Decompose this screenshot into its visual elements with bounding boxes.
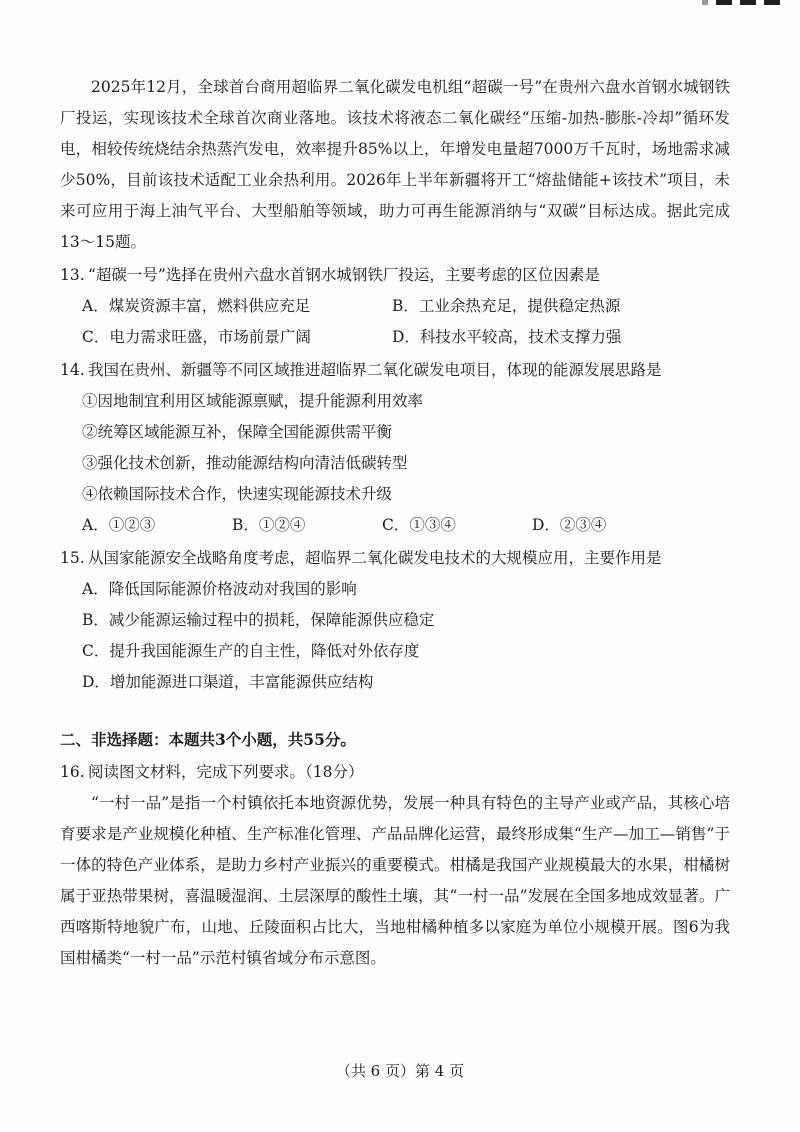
scan-mark <box>702 0 708 5</box>
exam-page <box>60 72 730 974</box>
statement-1: ①因地制宜利用区域能源禀赋，提升能源利用效率 <box>82 392 424 410</box>
question-stem: 我国在贵州、新疆等不同区域推进超临界二氧化碳发电项目，体现的能源发展思路是 <box>88 361 662 379</box>
option-d: D．②③④ <box>532 516 607 534</box>
scan-mark <box>740 0 756 5</box>
option-d: D．增加能源进口渠道，丰富能源供应结构 <box>82 673 374 691</box>
option-c: C．提升我国能源生产的自主性，降低对外依存度 <box>82 642 420 660</box>
statement-3: ③强化技术创新，推动能源结构向清洁低碳转型 <box>82 454 408 472</box>
intro-material: 2025年12月，全球首台商用超临界二氧化碳发电机组“超碳一号”在贵州六盘水首钢水城钢铁厂投运，实现该技术全球首次商业落地。该技术将液态二氧化碳经“压缩-加热-膨胀-冷却”循环发电，相较传统烧结余热蒸汽发电，效率提升85%以上，年增发电量超7000万千瓦时，场地需求减少50%，目前该技术适配工业余热利用。2026年上半年新疆将开工“熔盐储能+该技术”项目，未来可应用于海上油气平台、大型船舶等领域，助力可再生能源消纳与“双碳”目标达成。据此完成13～15题。 <box>60 78 730 251</box>
question-material: “一村一品”是指一个村镇依托本地资源优势，发展一种具有特色的主导产业或产品，其核心培育要求是产业规模化种植、生产标准化管理、产品品牌化运营，最终形成集“生产—加工—销售”于一体的特色产业体系，是助力乡村产业振兴的重要模式。柑橘是我国产业规模最大的水果，柑橘树属于亚热带果树，喜温暖湿润、土层深厚的酸性土壤，其“一村一品”发展在全国多地成效显著。广西喀斯特地貌广布，山地、丘陵面积占比大，当地柑橘种植多以家庭为单位小规模开展。图6为我国柑橘类“一村一品”示范村镇省域分布示意图。 <box>60 794 730 967</box>
option-b: B．①②④ <box>232 516 306 534</box>
option-d: D．科技水平较高，技术支撑力强 <box>392 328 622 346</box>
question-15 <box>60 543 730 698</box>
question-number: 14. <box>60 361 85 379</box>
scan-marks <box>702 0 780 5</box>
question-number: 16. <box>60 763 85 781</box>
question-number: 15. <box>60 549 85 567</box>
question-stem: “超碳一号”选择在贵州六盘水首钢水城钢铁厂投运，主要考虑的区位因素是 <box>88 266 600 284</box>
question-number: 13. <box>60 266 85 284</box>
question-stem: 阅读图文材料，完成下列要求。（18分） <box>88 763 364 781</box>
question-13 <box>60 260 730 353</box>
option-a: A．降低国际能源价格波动对我国的影响 <box>82 580 357 598</box>
question-14 <box>60 355 730 541</box>
question-stem: 从国家能源安全战略角度考虑，超临界二氧化碳发电技术的大规模应用，主要作用是 <box>88 549 662 567</box>
option-b: B．减少能源运输过程中的损耗，保障能源供应稳定 <box>82 611 435 629</box>
scan-mark <box>764 0 780 5</box>
page-footer: （共 6 页）第 4 页 <box>335 1062 465 1080</box>
option-c: C．电力需求旺盛，市场前景广阔 <box>82 328 311 346</box>
section-heading: 二、非选择题：本题共3个小题，共55分。 <box>60 730 356 749</box>
statement-4: ④依赖国际技术合作，快速实现能源技术升级 <box>82 485 393 503</box>
option-c: C．①③④ <box>382 516 456 534</box>
statement-2: ②统筹区域能源互补，保障全国能源供需平衡 <box>82 423 393 441</box>
scan-mark <box>716 0 732 5</box>
option-b: B．工业余热充足，提供稳定热源 <box>392 297 621 315</box>
option-a: A．煤炭资源丰富，燃料供应充足 <box>82 297 311 315</box>
option-a: A．①②③ <box>82 516 156 534</box>
question-16 <box>60 757 730 974</box>
